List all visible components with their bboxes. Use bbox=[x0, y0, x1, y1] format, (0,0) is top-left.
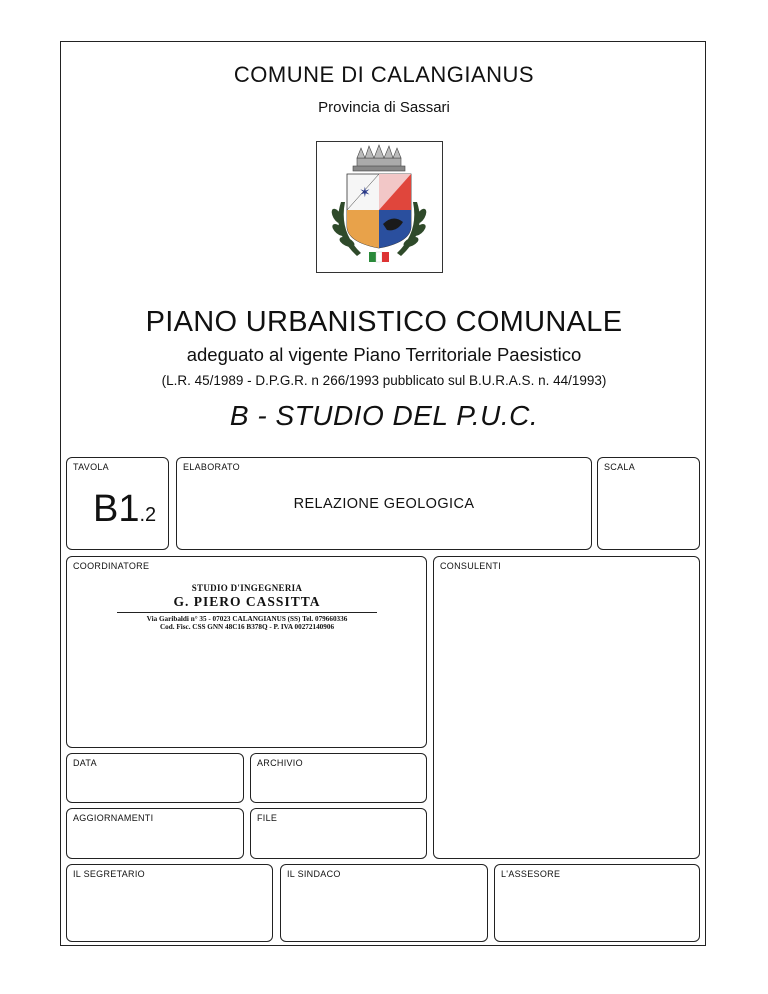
tavola-box bbox=[66, 457, 169, 550]
tavola-label: TAVOLA bbox=[73, 462, 109, 472]
consulenti-box bbox=[433, 556, 700, 859]
ribbon-icon bbox=[369, 252, 389, 262]
plan-reference: (L.R. 45/1989 - D.P.G.R. n 266/1993 pubblicato sul B.U.R.A.S. n. 44/1993) bbox=[161, 373, 607, 388]
data-label: DATA bbox=[73, 758, 97, 768]
plan-title: PIANO URBANISTICO COMUNALE bbox=[145, 306, 623, 338]
archivio-label: ARCHIVIO bbox=[257, 758, 303, 768]
tavola-code: B1.2 bbox=[93, 488, 157, 530]
sindaco-box bbox=[280, 864, 488, 942]
consulenti-label: CONSULENTI bbox=[440, 561, 502, 571]
coordinatore-box bbox=[66, 556, 427, 748]
crown-icon bbox=[353, 145, 405, 171]
shield-icon bbox=[347, 174, 411, 248]
elaborato-box bbox=[176, 457, 592, 550]
elaborato-title: RELAZIONE GEOLOGICA bbox=[293, 496, 475, 512]
municipality-title: COMUNE DI CALANGIANUS bbox=[233, 62, 535, 87]
archivio-box bbox=[250, 753, 427, 803]
province-subtitle: Provincia di Sassari bbox=[318, 99, 450, 116]
aggiornamenti-label: AGGIORNAMENTI bbox=[73, 813, 154, 823]
segretario-label: IL SEGRETARIO bbox=[73, 869, 145, 879]
plan-subtitle: adeguato al vigente Piano Territoriale Paesistico bbox=[186, 344, 582, 365]
scala-box bbox=[597, 457, 700, 550]
assessore-box bbox=[494, 864, 700, 942]
elaborato-label: ELABORATO bbox=[183, 462, 240, 472]
svg-text:✶: ✶ bbox=[359, 185, 371, 201]
municipal-crest bbox=[316, 141, 443, 273]
coordinatore-label: COORDINATORE bbox=[73, 561, 150, 571]
data-box bbox=[66, 753, 244, 803]
file-label: FILE bbox=[257, 813, 278, 823]
engineering-stamp: STUDIO D'INGEGNERIA G. PIERO CASSITTA Via Garibaldi n° 35 - 07023 CALANGIANUS (SS) Tel. 079660336 Cod. Fisc. CSS GNN 48C16 B378Q - P. IVA 00272140906 bbox=[117, 583, 377, 631]
scala-label: SCALA bbox=[604, 462, 636, 472]
file-box bbox=[250, 808, 427, 859]
section-title: B - STUDIO DEL P.U.C. bbox=[229, 400, 539, 431]
segretario-box bbox=[66, 864, 273, 942]
sindaco-label: IL SINDACO bbox=[287, 869, 341, 879]
aggiornamenti-box bbox=[66, 808, 244, 859]
assessore-label: L'ASSESORE bbox=[501, 869, 561, 879]
